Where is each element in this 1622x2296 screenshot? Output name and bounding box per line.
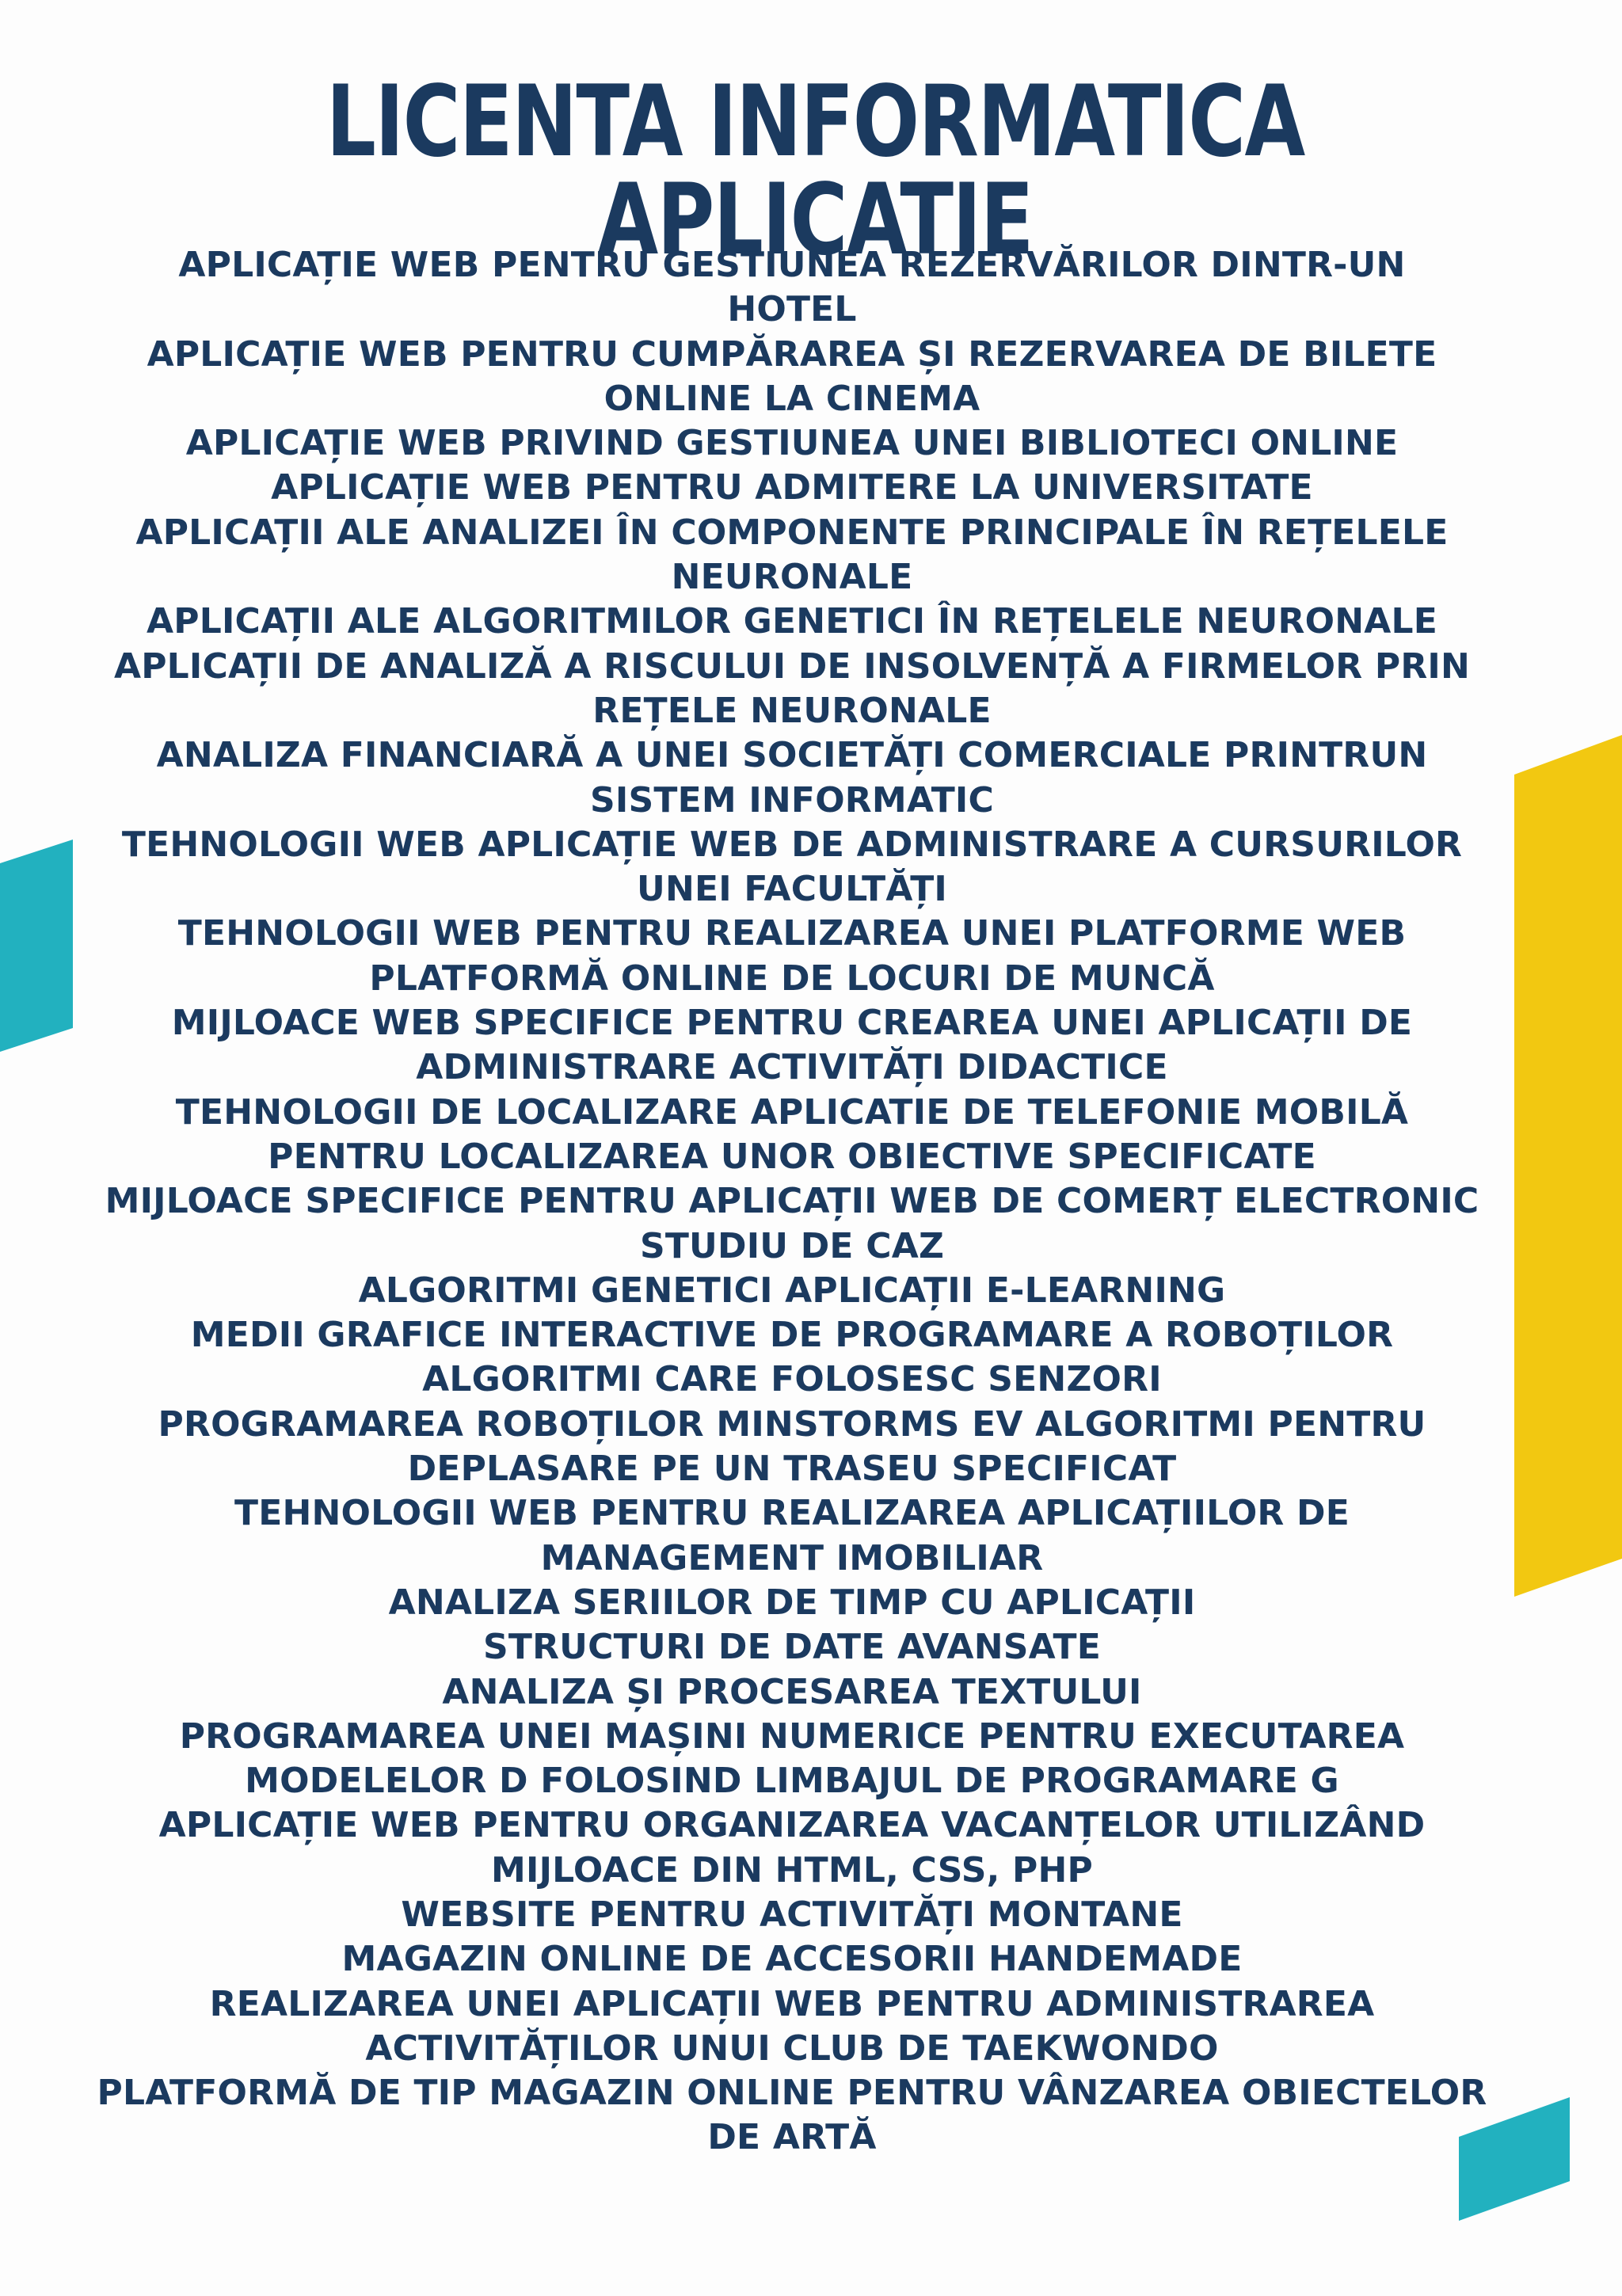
topic-item bbox=[71, 600, 1513, 644]
topic-item bbox=[71, 1491, 1513, 1581]
topic-line: TEHNOLOGII WEB PENTRU REALIZAREA UNEI PLATFORME WEB bbox=[177, 913, 1407, 954]
topic-item bbox=[71, 2071, 1513, 2161]
topic-item bbox=[71, 1715, 1513, 1804]
topic-item bbox=[71, 421, 1513, 466]
topic-item bbox=[71, 1001, 1513, 1091]
topic-line: REȚELE NEURONALE bbox=[592, 690, 992, 731]
topic-line: MIJLOACE DIN HTML, CSS, PHP bbox=[491, 1849, 1093, 1890]
topic-item bbox=[71, 1803, 1513, 1893]
topic-line: STUDIU DE CAZ bbox=[639, 1225, 945, 1266]
topic-item bbox=[71, 1937, 1513, 1982]
topic-line: ANALIZA SERIILOR DE TIMP CU APLICAȚII bbox=[388, 1582, 1196, 1623]
topic-line: DE ARTĂ bbox=[707, 2117, 877, 2158]
topic-item bbox=[71, 1179, 1513, 1269]
topic-line: TEHNOLOGII WEB PENTRU REALIZAREA APLICAȚIILOR DE bbox=[234, 1493, 1350, 1534]
topic-item bbox=[71, 1893, 1513, 1937]
topic-line: MIJLOACE WEB SPECIFICE PENTRU CREAREA UNEI APLICAȚII DE bbox=[171, 1003, 1413, 1044]
topic-line: APLICAȚIE WEB PENTRU ORGANIZAREA VACANȚELOR UTILIZÂND bbox=[158, 1805, 1426, 1846]
topic-line: PENTRU LOCALIZAREA UNOR OBIECTIVE SPECIFICATE bbox=[268, 1136, 1316, 1177]
topic-line: MAGAZIN ONLINE DE ACCESORII HANDEMADE bbox=[341, 1939, 1243, 1980]
topic-line: MEDII GRAFICE INTERACTIVE DE PROGRAMARE A ROBOȚILOR bbox=[190, 1315, 1394, 1356]
topic-line: APLICAȚIE WEB PRIVIND GESTIUNEA UNEI BIBLIOTECI ONLINE bbox=[185, 423, 1399, 464]
topic-line: ADMINISTRARE ACTIVITĂȚI DIDACTICE bbox=[416, 1047, 1168, 1088]
topic-line: APLICAȚIE WEB PENTRU GESTIUNEA REZERVĂRILOR DINTR-UN bbox=[178, 245, 1406, 285]
topic-line: PLATFORMĂ ONLINE DE LOCURI DE MUNCĂ bbox=[369, 958, 1215, 999]
topic-line: APLICAȚIE WEB PENTRU ADMITERE LA UNIVERSITATE bbox=[271, 467, 1313, 508]
topic-item bbox=[71, 243, 1513, 333]
topic-item bbox=[71, 645, 1513, 734]
topic-line: ALGORITMI GENETICI APLICAȚII E-LEARNING bbox=[358, 1270, 1226, 1311]
topic-line: MIJLOACE SPECIFICE PENTRU APLICAȚII WEB DE COMERȚ ELECTRONIC bbox=[105, 1181, 1479, 1222]
topic-line: ANALIZA ȘI PROCESAREA TEXTULUI bbox=[442, 1671, 1142, 1712]
topic-line: ALGORITMI CARE FOLOSESC SENZORI bbox=[422, 1359, 1162, 1400]
topic-line: MODELELOR D FOLOSIND LIMBAJUL DE PROGRAMARE G bbox=[245, 1761, 1339, 1802]
yellow-right-shape bbox=[1513, 735, 1622, 1598]
topic-item bbox=[71, 511, 1513, 600]
topic-line: APLICAȚII DE ANALIZĂ A RISCULUI DE INSOLVENȚĂ A FIRMELOR PRIN bbox=[113, 645, 1471, 687]
page-title: LICENTA INFORMATICA APLICATIE bbox=[326, 65, 1304, 277]
topic-item bbox=[71, 1269, 1513, 1313]
topic-line: HOTEL bbox=[727, 289, 857, 330]
topic-item bbox=[71, 1625, 1513, 1670]
topic-line: NEURONALE bbox=[671, 557, 913, 598]
topic-line: STRUCTURI DE DATE AVANSATE bbox=[483, 1627, 1101, 1668]
topic-line: PLATFORMĂ DE TIP MAGAZIN ONLINE PENTRU VÂNZAREA OBIECTELOR bbox=[97, 2073, 1487, 2114]
topic-item bbox=[71, 1670, 1513, 1715]
topic-line: UNEI FACULTĂȚI bbox=[637, 869, 947, 910]
topic-line: REALIZAREA UNEI APLICAȚII WEB PENTRU ADMINISTRAREA bbox=[209, 1983, 1375, 2024]
topic-item bbox=[71, 1982, 1513, 2072]
topic-line: PROGRAMAREA ROBOȚILOR MINSTORMS EV ALGORITMI PENTRU bbox=[158, 1403, 1426, 1445]
topic-item bbox=[71, 1313, 1513, 1403]
topic-item bbox=[71, 1091, 1513, 1180]
topic-item bbox=[71, 912, 1513, 1001]
topic-item bbox=[71, 333, 1513, 422]
topic-line: SISTEM INFORMATIC bbox=[590, 779, 994, 821]
topic-line: PROGRAMAREA UNEI MAȘINI NUMERICE PENTRU EXECUTAREA bbox=[179, 1715, 1405, 1757]
topic-line: APLICAȚII ALE ANALIZEI ÎN COMPONENTE PRINCIPALE ÎN REȚELELE bbox=[135, 512, 1449, 553]
topic-line: ONLINE LA CINEMA bbox=[603, 378, 980, 419]
topic-item bbox=[71, 733, 1513, 823]
topic-line: ANALIZA FINANCIARĂ A UNEI SOCIETĂȚI COMERCIALE PRINTRUN bbox=[156, 735, 1428, 776]
topic-line: TEHNOLOGII WEB APLICAȚIE WEB DE ADMINISTRARE A CURSURILOR bbox=[121, 824, 1463, 865]
topic-line: MANAGEMENT IMOBILIAR bbox=[540, 1537, 1044, 1578]
topic-line: TEHNOLOGII DE LOCALIZARE APLICATIE DE TELEFONIE MOBILĂ bbox=[175, 1091, 1409, 1133]
topic-line: APLICAȚII ALE ALGORITMILOR GENETICI ÎN REȚELELE NEURONALE bbox=[147, 601, 1437, 642]
topic-line: ACTIVITĂȚILOR UNUI CLUB DE TAEKWONDO bbox=[365, 2028, 1219, 2069]
topic-line: APLICAȚIE WEB PENTRU CUMPĂRAREA ȘI REZERVAREA DE BILETE bbox=[147, 333, 1437, 375]
topic-item bbox=[71, 823, 1513, 912]
topic-line: WEBSITE PENTRU ACTIVITĂȚI MONTANE bbox=[401, 1894, 1183, 1935]
topic-item bbox=[71, 1403, 1513, 1492]
topic-item bbox=[71, 1581, 1513, 1625]
topic-item bbox=[71, 466, 1513, 510]
topic-line: DEPLASARE PE UN TRASEU SPECIFICAT bbox=[407, 1449, 1177, 1490]
topic-list bbox=[71, 243, 1513, 2161]
teal-left-shape bbox=[0, 840, 75, 1053]
